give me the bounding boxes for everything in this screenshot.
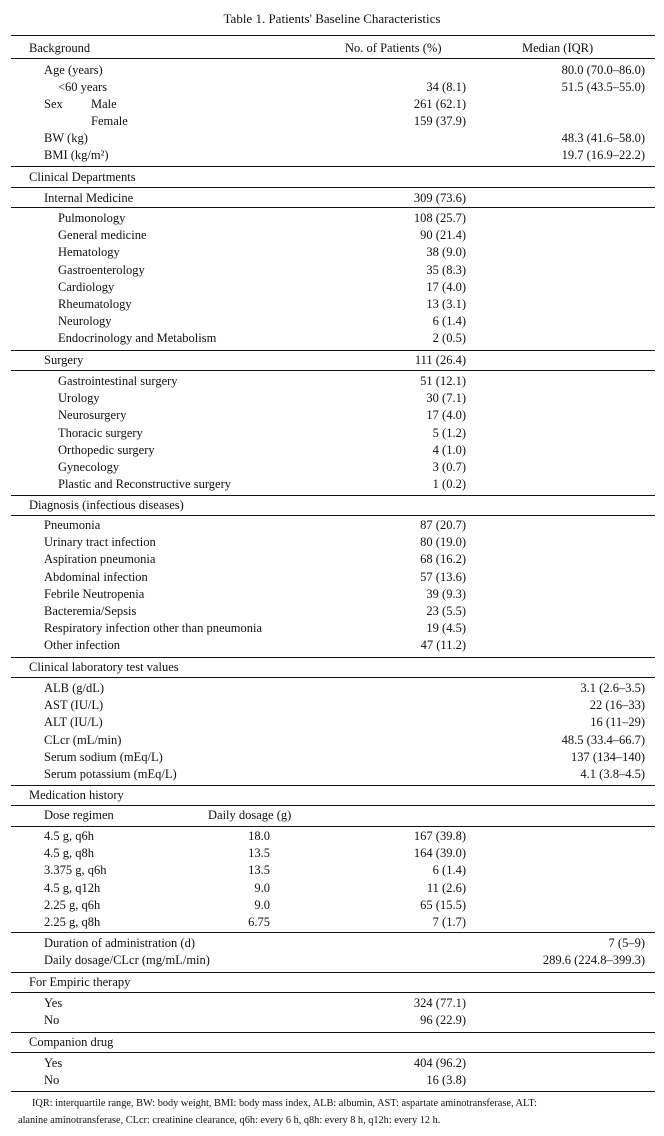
table-row — [0, 407, 664, 424]
row-label: Aspiration pneumonia — [44, 552, 156, 567]
row-patients: 17 (4.0) — [426, 408, 466, 423]
row-median: 48.3 (41.6–58.0) — [561, 131, 645, 145]
row-label: Urology — [58, 391, 100, 406]
row-label: 3.375 g, q6h — [44, 863, 107, 878]
table-row — [0, 62, 664, 79]
row-patients: 164 (39.0) — [413, 846, 466, 861]
row-patients: 11 (2.6) — [426, 880, 466, 895]
row-label: 4.5 g, q8h — [44, 846, 94, 861]
table-row — [0, 880, 664, 897]
row-patients: 5 (1.2) — [432, 425, 466, 440]
table-title: Table 1. Patients' Baseline Characteristics — [223, 11, 441, 26]
table-row — [0, 749, 664, 766]
row-patients: 80 (19.0) — [420, 535, 466, 550]
row-label: Urinary tract infection — [44, 535, 156, 550]
row-patients: 96 (22.9) — [420, 1013, 466, 1027]
table-row — [0, 935, 664, 952]
section-rule — [11, 1032, 655, 1033]
table-row — [0, 130, 664, 147]
table-row — [0, 517, 664, 534]
row-patients: 51 (12.1) — [420, 374, 466, 388]
section-rule — [11, 677, 655, 678]
row-label: Daily dosage/CLcr (mg/mL/min) — [44, 953, 210, 967]
row-patients: 34 (8.1) — [426, 80, 466, 94]
section-rule — [11, 166, 655, 167]
row-label: Gynecology — [58, 460, 120, 474]
row-label: Hematology — [58, 245, 120, 260]
row-patients: 1 (0.2) — [432, 477, 466, 492]
dose-regimen-header: Dose regimen — [44, 808, 114, 822]
row-label: AST (IU/L) — [44, 698, 104, 713]
row-patients: 57 (13.6) — [420, 569, 466, 584]
row-daily-dosage: 13.5 — [248, 863, 270, 878]
row-label: Pulmonology — [58, 211, 126, 225]
table-row — [0, 244, 664, 261]
row-label: Duration of administration (d) — [44, 936, 196, 950]
row-daily-dosage: 9.0 — [254, 897, 270, 912]
section-rule — [11, 992, 655, 993]
table-row — [0, 586, 664, 603]
table-row — [0, 620, 664, 637]
section-rule — [11, 515, 655, 516]
section-heading: Diagnosis (infectious diseases) — [29, 498, 184, 512]
table-row — [0, 637, 664, 654]
table-row — [0, 534, 664, 551]
table-row — [0, 897, 664, 914]
row-label: Female — [91, 114, 128, 128]
row-patients: 47 (11.2) — [420, 638, 466, 653]
table-row — [0, 732, 664, 749]
section-heading-row — [0, 1034, 664, 1051]
row-label: Neurosurgery — [58, 408, 127, 423]
row-median: 289.6 (224.8–399.3) — [542, 953, 645, 967]
row-label: Neurology — [58, 314, 112, 329]
table-row — [0, 697, 664, 714]
row-patients: 159 (37.9) — [413, 114, 466, 128]
row-label: Yes — [44, 1056, 63, 1070]
section-heading-row — [0, 497, 664, 514]
row-label: Serum potassium (mEq/L) — [44, 767, 177, 781]
section-rule — [11, 370, 655, 371]
table-row — [0, 330, 664, 347]
row-patients: 13 (3.1) — [426, 297, 466, 311]
row-label: Serum sodium (mEq/L) — [44, 749, 163, 764]
table-row — [0, 828, 664, 845]
section-rule — [11, 207, 655, 208]
row-label: 2.25 g, q8h — [44, 915, 101, 929]
row-label: Age (years) — [44, 63, 103, 77]
row-patients: 87 (20.7) — [420, 518, 466, 532]
row-patients: 324 (77.1) — [413, 996, 466, 1010]
row-label: Cardiology — [58, 279, 115, 294]
row-patients: 404 (96.2) — [413, 1056, 466, 1070]
row-label: Internal Medicine — [44, 191, 134, 205]
table-row — [0, 79, 664, 96]
row-label: Orthopedic surgery — [58, 442, 155, 457]
section-heading-row — [0, 659, 664, 676]
row-median: 48.5 (33.4–66.7) — [561, 732, 645, 747]
column-header-median: Median (IQR) — [522, 41, 594, 55]
column-header-patients: No. of Patients (%) — [345, 41, 442, 55]
footnote-line: IQR: interquartile range, BW: body weight, BMI: body mass index, ALB: albumin, AST: aspartate aminotransferase, ALT: — [32, 1098, 537, 1109]
row-patients: 2 (0.5) — [432, 331, 466, 346]
table-row — [0, 862, 664, 879]
section-heading: Clinical laboratory test values — [29, 660, 179, 674]
row-patients: 39 (9.3) — [426, 586, 466, 601]
row-patients: 3 (0.7) — [432, 460, 466, 474]
section-rule — [11, 187, 655, 188]
table-row — [0, 210, 664, 227]
row-label: Thoracic surgery — [58, 425, 143, 440]
row-median: 7 (5–9) — [608, 936, 645, 950]
table-row — [0, 680, 664, 697]
table-row — [0, 296, 664, 313]
table-row — [0, 190, 664, 207]
row-label: <60 years — [58, 80, 108, 94]
row-daily-dosage: 6.75 — [248, 915, 270, 929]
table-row — [0, 995, 664, 1012]
row-median: 137 (134–140) — [571, 749, 645, 764]
table-row — [0, 1072, 664, 1089]
table-row — [0, 714, 664, 731]
table-row — [0, 313, 664, 330]
row-patients: 7 (1.7) — [432, 915, 466, 929]
table-row — [0, 459, 664, 476]
table-row — [0, 845, 664, 862]
row-daily-dosage: 13.5 — [248, 846, 270, 861]
row-daily-dosage: 9.0 — [254, 880, 270, 895]
table-row — [0, 147, 664, 164]
table-row — [0, 1055, 664, 1072]
footnote — [18, 1095, 654, 1129]
row-patients: 23 (5.5) — [426, 604, 466, 618]
header-rule — [11, 58, 655, 59]
row-label: BW (kg) — [44, 131, 88, 145]
row-label: Respiratory infection other than pneumonia — [44, 621, 262, 636]
dose-header-row — [0, 807, 664, 824]
row-label: Surgery — [44, 353, 84, 367]
table-row — [0, 603, 664, 620]
row-label: 2.25 g, q6h — [44, 897, 101, 912]
table-top-rule — [11, 35, 655, 36]
row-label: Febrile Neutropenia — [44, 586, 145, 601]
table-row — [0, 227, 664, 244]
row-patients: 68 (16.2) — [420, 552, 466, 567]
row-median: 16 (11–29) — [590, 715, 645, 730]
table-row — [0, 766, 664, 783]
row-label: 4.5 g, q12h — [44, 880, 101, 895]
row-patients: 167 (39.8) — [413, 829, 466, 843]
row-patients: 17 (4.0) — [426, 279, 466, 294]
row-label: Gastrointestinal surgery — [58, 374, 178, 388]
section-rule — [11, 972, 655, 973]
row-patients: 38 (9.0) — [426, 245, 466, 260]
table-row — [0, 425, 664, 442]
table-row — [0, 352, 664, 369]
row-daily-dosage: 18.0 — [248, 829, 270, 843]
row-patients: 30 (7.1) — [426, 391, 466, 406]
section-rule — [11, 932, 655, 933]
row-label: CLcr (mL/min) — [44, 732, 122, 747]
section-heading: Companion drug — [29, 1035, 114, 1049]
daily-dosage-header: Daily dosage (g) — [208, 808, 292, 822]
row-label: Gastroenterology — [58, 262, 145, 277]
table-row — [0, 279, 664, 296]
row-label: BMI (kg/m²) — [44, 148, 109, 162]
row-median: 80.0 (70.0–86.0) — [561, 63, 645, 77]
table-row — [0, 569, 664, 586]
table-row — [0, 952, 664, 969]
row-median: 22 (16–33) — [589, 698, 645, 713]
table-row — [0, 476, 664, 493]
section-rule — [11, 826, 655, 827]
row-patients: 65 (15.5) — [420, 897, 466, 912]
row-median: 51.5 (43.5–55.0) — [561, 80, 645, 94]
table-row — [0, 262, 664, 279]
row-label: Rheumatology — [58, 297, 132, 311]
row-patients: 16 (3.8) — [426, 1073, 466, 1087]
section-rule — [11, 805, 655, 806]
row-label: No — [44, 1073, 60, 1087]
section-heading: For Empiric therapy — [29, 975, 131, 989]
row-label: Pneumonia — [44, 518, 101, 532]
section-heading-row — [0, 974, 664, 991]
section-rule — [11, 785, 655, 786]
row-label: ALB (g/dL) — [44, 681, 105, 695]
row-patients: 90 (21.4) — [420, 228, 466, 243]
section-rule — [11, 1052, 655, 1053]
row-label: Plastic and Reconstructive surgery — [58, 477, 231, 492]
row-label: No — [44, 1013, 60, 1027]
row-median: 19.7 (16.9–22.2) — [561, 148, 645, 162]
row-label: Male — [91, 97, 117, 111]
table-row — [0, 1012, 664, 1029]
section-heading-row — [0, 787, 664, 804]
table-bottom-rule — [11, 1091, 655, 1092]
row-label: Yes — [44, 996, 63, 1010]
row-label: ALT (IU/L) — [44, 715, 103, 730]
section-rule — [11, 657, 655, 658]
row-median: 4.1 (3.8–4.5) — [580, 767, 645, 781]
section-rule — [11, 495, 655, 496]
table-row — [0, 914, 664, 931]
row-median: 3.1 (2.6–3.5) — [580, 681, 645, 695]
row-label: Endocrinology and Metabolism — [58, 331, 217, 346]
table-row — [0, 442, 664, 459]
table-row — [0, 551, 664, 568]
column-header-row — [0, 40, 664, 57]
row-patients: 35 (8.3) — [426, 262, 466, 277]
table-row — [0, 373, 664, 390]
table-row — [0, 96, 664, 113]
row-label: Abdominal infection — [44, 569, 148, 584]
section-rule — [11, 350, 655, 351]
row-label: General medicine — [58, 228, 147, 243]
section-heading: Clinical Departments — [29, 170, 136, 184]
table-row — [0, 390, 664, 407]
row-label: 4.5 g, q6h — [44, 829, 94, 843]
section-heading-row — [0, 169, 664, 186]
row-patients: 4 (1.0) — [432, 442, 466, 457]
row-patients: 261 (62.1) — [413, 97, 466, 111]
row-patients: 19 (4.5) — [426, 621, 466, 636]
row-patients: 309 (73.6) — [413, 191, 466, 205]
row-label: Bacteremia/Sepsis — [44, 604, 137, 618]
row-label: Other infection — [44, 638, 121, 653]
row-patients: 6 (1.4) — [432, 314, 466, 329]
table-row — [0, 113, 664, 130]
row-patients: 6 (1.4) — [432, 863, 466, 878]
column-header-background: Background — [29, 41, 91, 55]
section-heading: Medication history — [29, 788, 124, 802]
row-group-label: Sex — [44, 97, 63, 111]
footnote-line: alanine aminotransferase, CLcr: creatinine clearance, q6h: every 6 h, q8h: every 8 h, q12h: every 12 h. — [18, 1115, 441, 1126]
row-patients: 111 (26.4) — [414, 353, 466, 367]
row-patients: 108 (25.7) — [413, 211, 466, 225]
